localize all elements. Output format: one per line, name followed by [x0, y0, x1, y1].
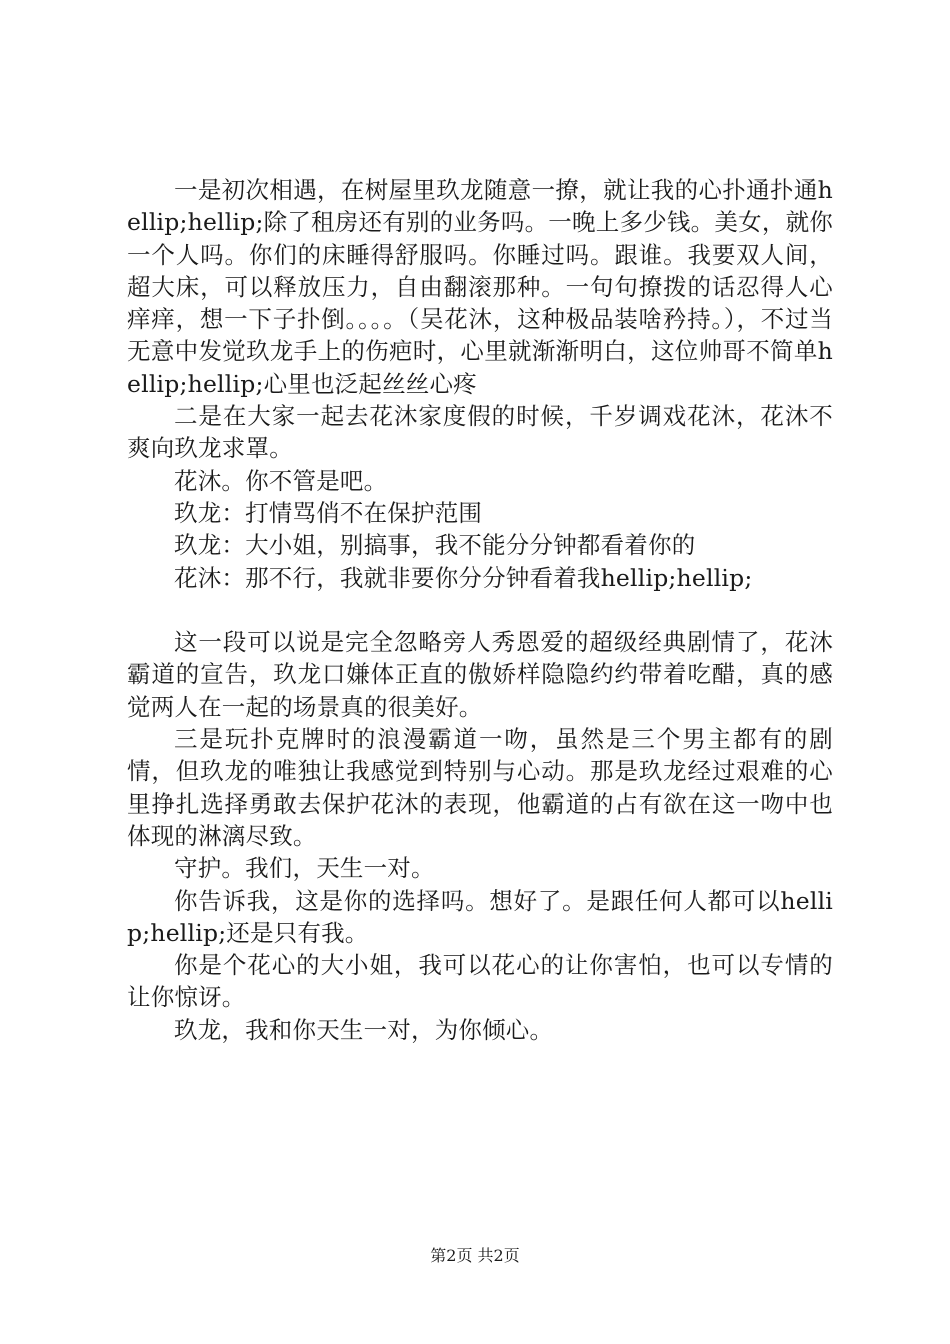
dialogue-line-3: 玖龙：大小姐，别搞事，我不能分分钟都看着你的: [174, 531, 696, 560]
page-number-footer: 第2页 共2页: [430, 1246, 520, 1265]
paragraph-first-meeting: 一是初次相遇，在树屋里玖龙随意一撩，就让我的心扑通扑通hellip;hellip;除了租房还有别的业务吗。一晚上多少钱。美女，就你一个人吗。你们的床睡得舒服吗。你睡过吗。跟谁。我要双人间，超大床，可以释放压力，自由翻滚那种。一句句撩拨的话忍得人心痒痒，想一下子扑倒。。。。（吴花沐，这种极品装啥矜持。），不过当无意中发觉玖龙手上的伤疤时，心里就渐渐明白，这位帅哥不简单hellip;hellip;心里也泛起丝丝心疼: [127, 176, 833, 398]
blank-line: [127, 594, 833, 626]
quote-line-2: 你告诉我，这是你的选择吗。想好了。是跟任何人都可以hellip;hellip;还是只有我。: [127, 886, 833, 947]
quote-line-3: 你是个花心的大小姐，我可以花心的让你害怕，也可以专情的让你惊讶。: [127, 951, 833, 1012]
closing-line: 玖龙，我和你天生一对，为你倾心。: [174, 1015, 554, 1044]
paragraph-vacation: 二是在大家一起去花沐家度假的时候，千岁调戏花沐，花沐不爽向玖龙求罩。: [127, 402, 833, 463]
paragraph-commentary: 这一段可以说是完全忽略旁人秀恩爱的超级经典剧情了，花沐霸道的宣告，玖龙口嫌体正直的傲娇样隐隐约约带着吃醋，真的感觉两人在一起的场景真的很美好。: [127, 628, 833, 721]
dialogue-line-4: 花沐：那不行，我就非要你分分钟看着我hellip;hellip;: [174, 563, 753, 592]
dialogue-line-1: 花沐。你不管是吧。: [174, 466, 388, 495]
body-text: [127, 174, 833, 1046]
quote-line-1: 守护。我们，天生一对。: [174, 854, 435, 883]
dialogue-line-2: 玖龙：打情骂俏不在保护范围: [174, 498, 483, 527]
paragraph-poker-kiss: 三是玩扑克牌时的浪漫霸道一吻，虽然是三个男主都有的剧情，但玖龙的唯独让我感觉到特别与心动。那是玖龙经过艰难的心里挣扎选择勇敢去保护花沐的表现，他霸道的占有欲在这一吻中也体现的淋漓尽致。: [127, 725, 833, 850]
